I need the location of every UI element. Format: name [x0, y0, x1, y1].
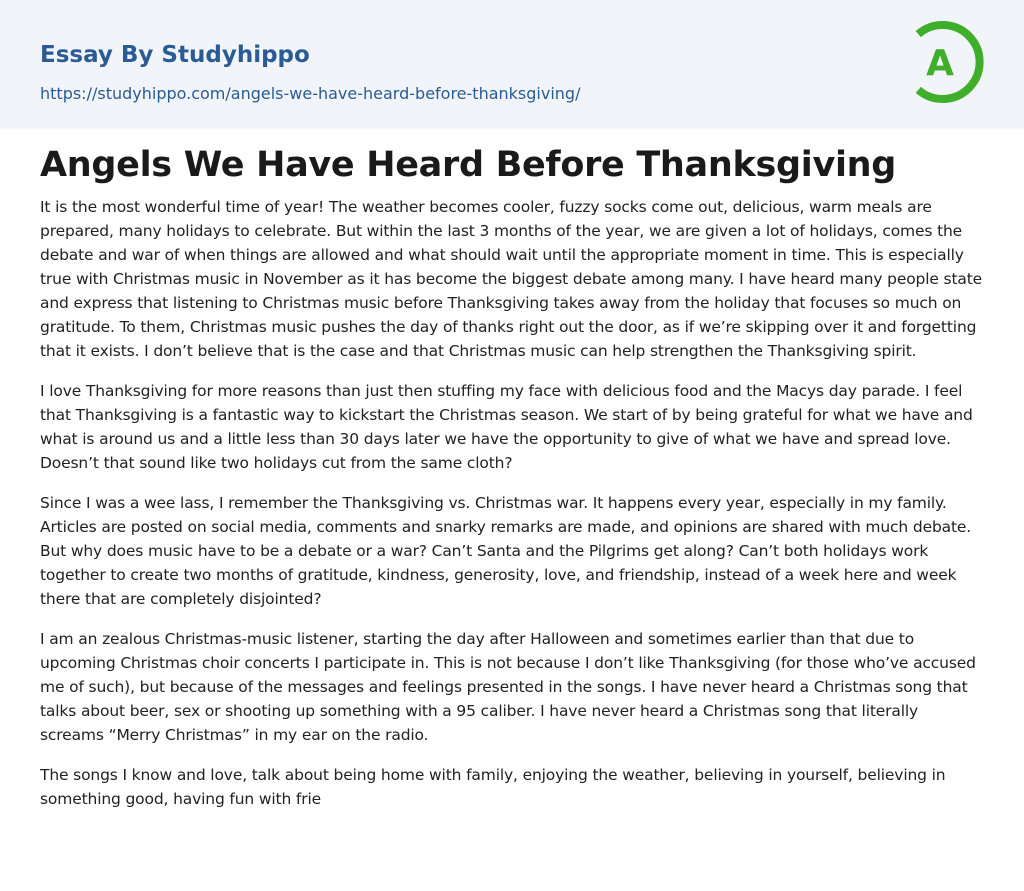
essay-paragraph: I love Thanksgiving for more reasons than just then stuffing my face with delicious food and the Macys day parade. I feel that Thanksgiving is a fantastic way to kickstart the Christmas season. We start of by being grateful for what we have and what is around us and a little less than 30 days later we have the opportunity to give of what we have and spread love. Doesn’t that sound like two holidays cut from the same cloth? — [40, 382, 973, 472]
site-brand[interactable]: Essay By Studyhippo — [40, 42, 310, 68]
essay-paragraph: Since I was a wee lass, I remember the Thanksgiving vs. Christmas war. It happens every year, especially in my family. Articles are posted on social media, comments and snarky remarks are made, and opinions are shared with much debate. But why does music have to be a debate or a war? Can’t Santa and the Pilgrims get along? Can’t both holidays work together to create two months of gratitude, kindness, generosity, love, and friendship, instead of a week here and week there that are completely disjointed? — [40, 494, 972, 608]
logo-letter: A — [926, 43, 954, 84]
essay-paragraph: The songs I know and love, talk about being home with family, enjoying the weather, believing in yourself, believing in something good, having fun with frie — [40, 766, 946, 808]
site-header — [0, 0, 1024, 129]
studyhippo-logo-icon[interactable] — [906, 20, 990, 104]
essay-body — [40, 195, 984, 827]
essay-paragraph: It is the most wonderful time of year! The weather becomes cooler, fuzzy socks come out, delicious, warm meals are prepared, many holidays to celebrate. But within the last 3 months of the year, we are given a lot of holidays, comes the debate and war of when things are allowed and what should wait until the appropriate moment in time. This is especially true with Christmas music in November as it has become the biggest debate among many. I have heard many people state and express that listening to Christmas music before Thanksgiving takes away from the holiday that focuses so much on gratitude. To them, Christmas music pushes the day of thanks right out the door, as if we’re skipping over it and forgetting that it exists. I don’t believe that is the case and that Christmas music can help strengthen the Thanksgiving spirit. — [40, 198, 983, 360]
essay-url-link[interactable]: https://studyhippo.com/angels-we-have-heard-before-thanksgiving/ — [40, 84, 581, 103]
page-title: Angels We Have Heard Before Thanksgiving — [40, 145, 897, 185]
essay-paragraph: I am an zealous Christmas-music listener, starting the day after Halloween and sometimes earlier than that due to upcoming Christmas choir concerts I participate in. This is not because I don’t like Thanksgiving (for those who’ve accused me of such), but because of the messages and feelings presented in the songs. I have never heard a Christmas song that talks about beer, sex or shooting up something with a 95 caliber. I have never heard a Christmas song that literally screams “Merry Christmas” in my ear on the radio. — [40, 630, 976, 744]
